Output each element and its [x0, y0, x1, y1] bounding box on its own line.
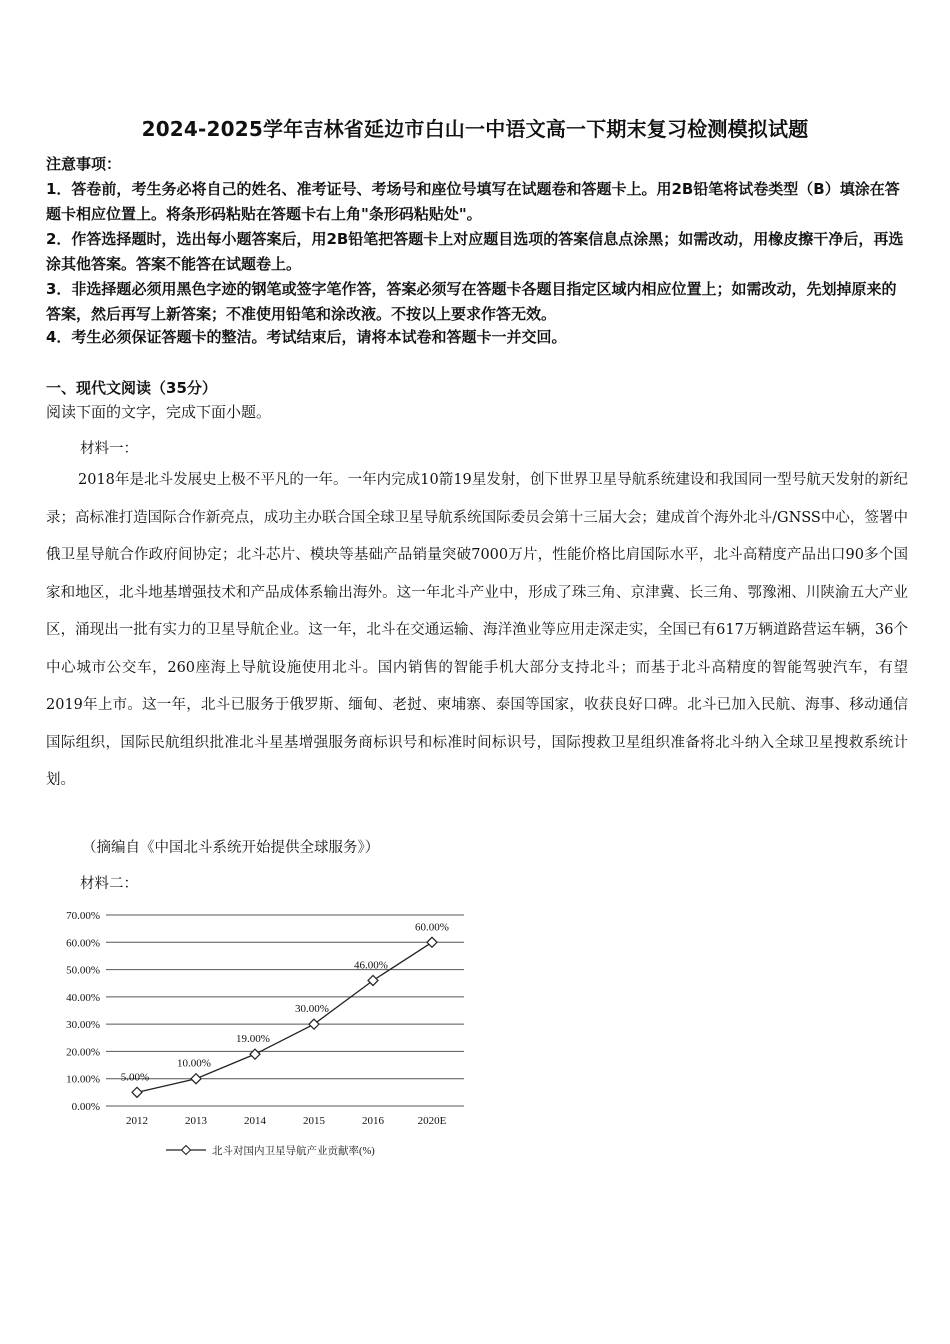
y-tick-label: 70.00% — [66, 910, 100, 922]
data-label: 46.00% — [354, 959, 388, 972]
section-heading: 一、现代文阅读（35分） — [46, 379, 217, 397]
data-point — [309, 1019, 319, 1029]
y-tick-label: 30.00% — [66, 1019, 100, 1032]
notice-heading: 注意事项： — [46, 155, 122, 173]
notice-item-1: 1．答卷前，考生务必将自己的姓名、准考证号、考场号和座位号填写在试题卷和答题卡上。用2B铅笔将试卷类型（B）填涂在答题卡相应位置上。将条形码粘贴在答题卡右上角"条形码粘贴处"。 — [46, 180, 900, 223]
section-instruction: 阅读下面的文字，完成下面小题。 — [46, 403, 272, 421]
y-tick-label: 0.00% — [71, 1101, 100, 1113]
data-label: 10.00% — [177, 1057, 211, 1070]
data-point — [191, 1074, 201, 1084]
data-point — [427, 937, 437, 947]
y-tick-label: 20.00% — [66, 1046, 100, 1059]
data-label: 5.00% — [120, 1071, 150, 1084]
data-label: 60.00% — [415, 921, 449, 934]
data-point — [250, 1049, 260, 1059]
x-tick-label: 2013 — [185, 1115, 207, 1127]
x-tick-label: 2020E — [417, 1115, 447, 1127]
y-tick-label: 50.00% — [66, 964, 100, 977]
notice-item-3: 3．非选择题必须用黑色字迹的钢笔或签字笔作答，答案必须写在答题卡各题目指定区域内相应位置上；如需改动，先划掉原来的答案，然后再写上新答案；不准使用铅笔和涂改液。不按以上要求作答无效。 — [46, 280, 897, 323]
data-point — [368, 975, 378, 985]
x-tick-label: 2015 — [303, 1115, 325, 1127]
x-tick-label: 2016 — [362, 1115, 384, 1127]
x-tick-label: 2014 — [244, 1115, 266, 1127]
material1-text: 2018年是北斗发展史上极不平凡的一年。一年内完成10箭19星发射，创下世界卫星导航系统建设和我国同一型号航天发射的新纪录；高标准打造国际合作新亮点，成功主办联合国全球卫星导航系统国际委员会第十三届大会；建成首个海外北斗/GNSS中心，签署中俄卫星导航合作政府间协定；北斗芯片、模块等基础产品销量突破7000万片，性能价格比肩国际水平，北斗高精度产品出口90多个国家和地区，北斗地基增强技术和产品成体系输出海外。这一年北斗产业中，形成了珠三角、京津冀、长三角、鄂豫湘、川陕渝五大产业区，涌现出一批有实力的卫星导航企业。这一年，北斗在交通运输、海洋渔业等应用走深走实，全国已有617万辆道路营运车辆，36个中心城市公交车，260座海上导航设施使用北斗。国内销售的智能手机大部分支持北斗；而基于北斗高精度的智能驾驶汽车，有望2019年上市。这一年，北斗已服务于俄罗斯、缅甸、老挝、柬埔寨、泰国等国家，收获良好口碑。北斗已加入民航、海事、移动通信国际组织，国际民航组织批准北斗星基增强服务商标识号和标准时间标识号，国际搜救卫星组织准备将北斗纳入全球卫星搜救系统计划。 — [46, 472, 908, 788]
y-tick-label: 10.00% — [66, 1073, 100, 1086]
notice-item-4: 4．考生必须保证答题卡的整洁。考试结束后，请将本试卷和答题卡一并交回。 — [46, 328, 567, 346]
material1-label: 材料一： — [80, 441, 138, 457]
data-label: 30.00% — [295, 1003, 329, 1016]
x-tick-label: 2012 — [126, 1115, 148, 1127]
y-tick-label: 40.00% — [66, 991, 100, 1004]
y-tick-label: 60.00% — [66, 937, 100, 950]
material2-label: 材料二： — [80, 876, 138, 892]
legend-label: 北斗对国内卫星导航产业贡献率(%) — [212, 1146, 375, 1157]
data-point — [132, 1087, 142, 1097]
line-chart — [54, 903, 474, 1163]
material1-source: （摘编自《中国北斗系统开始提供全球服务》） — [82, 840, 380, 856]
data-label: 19.00% — [236, 1033, 270, 1046]
legend-marker — [182, 1146, 191, 1155]
page-title: 2024-2025学年吉林省延边市白山一中语文高一下期末复习检测模拟试题 — [141, 117, 809, 141]
notice-item-2: 2．作答选择题时，选出每小题答案后，用2B铅笔把答题卡上对应题目选项的答案信息点涂黑；如需改动，用橡皮擦干净后，再选涂其他答案。答案不能答在试题卷上。 — [46, 230, 904, 273]
